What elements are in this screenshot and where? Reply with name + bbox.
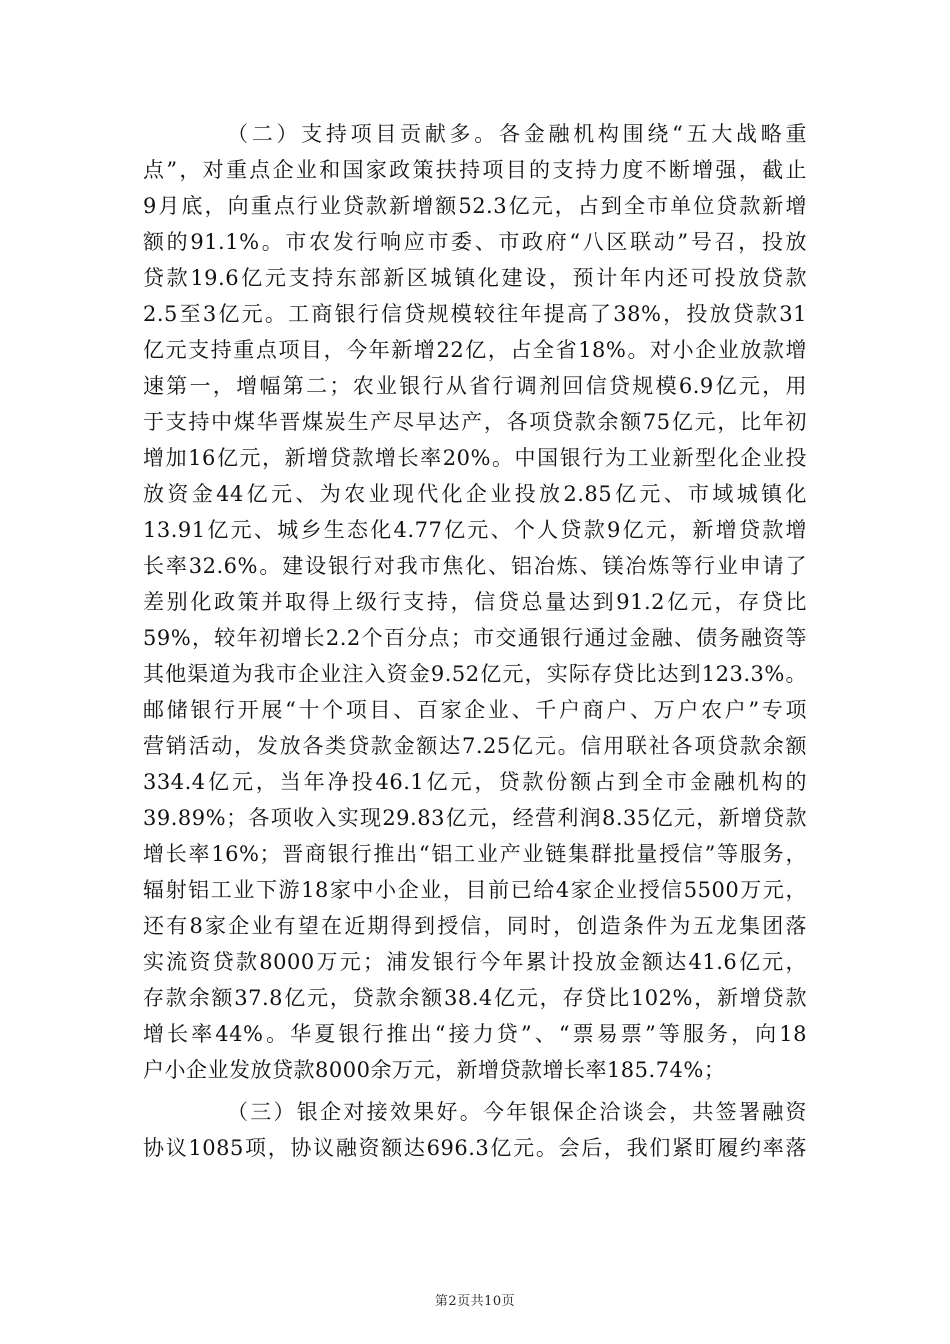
text-line: 放资金44亿元、为农业现代化企业投放2.85亿元、市域城镇化 [143,482,807,506]
text-line: 营销活动，发放各类贷款金额达7.25亿元。信用联社各项贷款余额 [143,734,807,758]
text-line: 59%，较年初增长2.2个百分点；市交通银行通过金融、债务融资等 [143,626,807,650]
text-line: 39.89%；各项收入实现29.83亿元，经营利润8.35亿元，新增贷款 [143,806,807,830]
text-line: 贷款19.6亿元支持东部新区城镇化建设，预计年内还可投放贷款 [143,266,807,290]
text-line: 实流资贷款8000万元；浦发银行今年累计投放金额达41.6亿元， [143,950,807,974]
paragraph-bank-enterprise-docking [143,1094,807,1166]
text-line: 辐射铝工业下游18家中小企业，目前已给4家企业授信5500万元， [143,878,807,902]
text-line: 增长率44%。华夏银行推出“接力贷”、“票易票”等服务，向18 [143,1022,807,1046]
text-line: 邮储银行开展“十个项目、百家企业、千户商户、万户农户”专项 [143,698,807,722]
page-number-footer: 第2页共10页 [434,1294,516,1309]
text-line: 亿元支持重点项目，今年新增22亿，占全省18%。对小企业放款增 [143,338,807,362]
text-line: 还有8家企业有望在近期得到授信，同时，创造条件为五龙集团落 [143,914,807,938]
text-line: 增加16亿元，新增贷款增长率20%。中国银行为工业新型化企业投 [143,446,807,470]
text-line: 长率32.6%。建设银行对我市焦化、铝冶炼、镁冶炼等行业申请了 [143,554,807,578]
text-line: （二）支持项目贡献多。各金融机构围绕“五大战略重 [227,122,807,146]
text-line: 协议1085项，协议融资额达696.3亿元。会后，我们紧盯履约率落 [143,1136,807,1160]
text-line: 334.4亿元，当年净投46.1亿元，贷款份额占到全市金融机构的 [143,770,807,794]
text-line: 其他渠道为我市企业注入资金9.52亿元，实际存贷比达到123.3%。 [143,662,807,686]
text-line: 增长率16%；晋商银行推出“铝工业产业链集群批量授信”等服务， [143,842,807,866]
text-line: 于支持中煤华晋煤炭生产尽早达产，各项贷款余额75亿元，比年初 [143,410,807,434]
text-line: 2.5至3亿元。工商银行信贷规模较往年提高了38%，投放贷款31 [143,302,807,326]
text-line: 点”，对重点企业和国家政策扶持项目的支持力度不断增强，截止 [143,158,807,182]
text-line: 速第一，增幅第二；农业银行从省行调剂回信贷规模6.9亿元，用 [143,374,807,398]
body-text [143,116,807,1166]
text-line: 差别化政策并取得上级行支持，信贷总量达到91.2亿元，存贷比 [143,590,807,614]
text-line: 13.91亿元、城乡生态化4.77亿元、个人贷款9亿元，新增贷款增 [143,518,807,542]
text-line: 额的91.1%。市农发行响应市委、市政府“八区联动”号召，投放 [143,230,807,254]
paragraph-support-projects [143,116,807,1088]
text-line: 户小企业发放贷款8000余万元，新增贷款增长率185.74%； [143,1058,726,1082]
text-line: 存款余额37.8亿元，贷款余额38.4亿元，存贷比102%，新增贷款 [143,986,807,1010]
text-line: （三）银企对接效果好。今年银保企洽谈会，共签署融资 [227,1100,807,1124]
text-line: 9月底，向重点行业贷款新增额52.3亿元，占到全市单位贷款新增 [143,194,807,218]
